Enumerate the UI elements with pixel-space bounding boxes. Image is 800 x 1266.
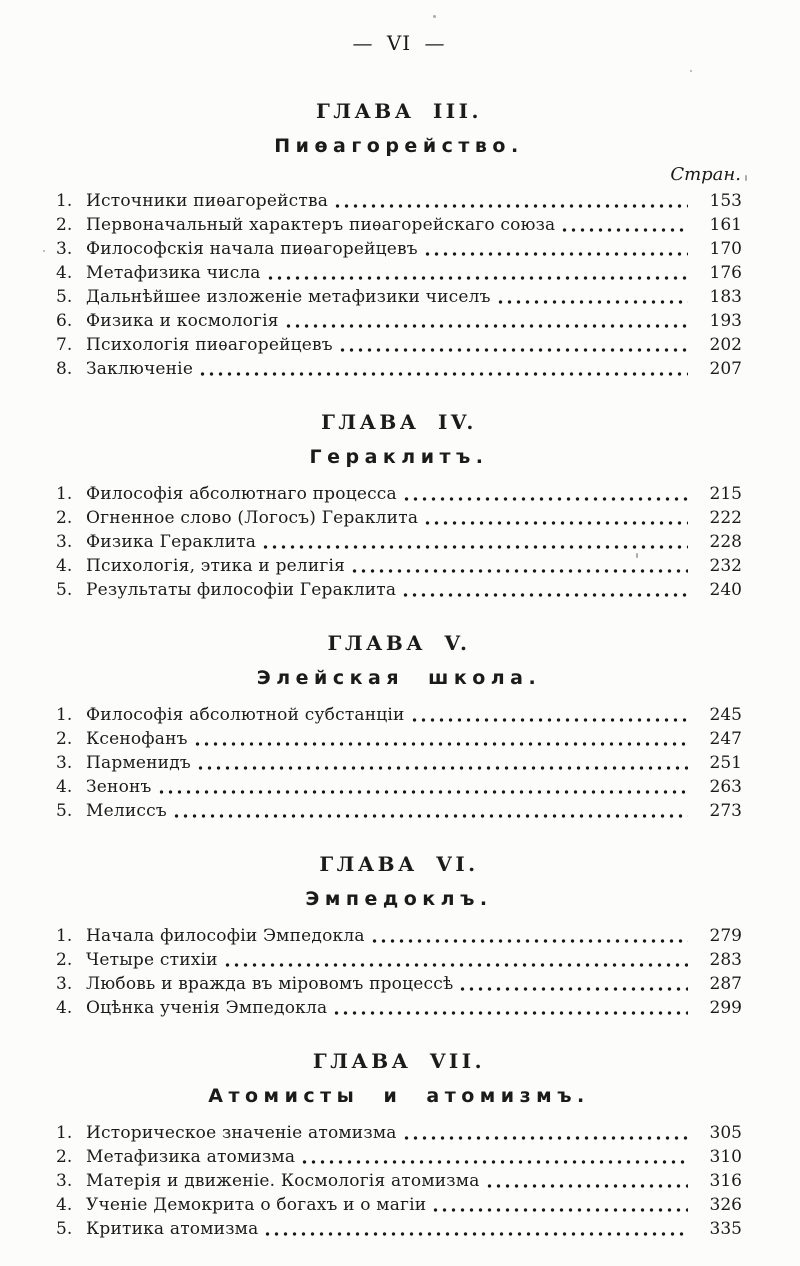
entry-page-number: 335 [709,1219,742,1239]
toc-entry [56,948,742,972]
entry-title: Огненное слово (Логосъ) Гераклита [86,508,419,528]
entry-title: Любовь и вражда въ міровомъ процессѣ [86,974,454,994]
dot-leader [263,1232,688,1236]
scan-speck [433,15,436,18]
toc-entry [56,213,742,237]
entry-page-number: 279 [709,926,742,946]
dot-leader [300,1160,688,1164]
dot-leader [157,790,688,794]
dot-leader [370,939,688,943]
entry-title: Философскія начала пиѳагорейцевъ [86,239,418,259]
toc-entry [56,578,742,602]
entry-page-number: 222 [709,508,742,528]
chapter-entries [56,703,742,823]
entry-number: 3. [56,1171,73,1191]
dot-leader [266,276,688,280]
entry-page-number: 263 [709,777,742,797]
toc-entry [56,309,742,333]
entry-title: Критика атомизма [86,1219,259,1239]
toc-entry [56,1217,742,1241]
entry-number: 2. [56,729,73,749]
toc-entry [56,261,742,285]
chapter-heading: ГЛАВА III. [316,99,482,123]
dot-leader [401,593,688,597]
entry-title: Дальнѣйшее изложеніе метафизики чиселъ [86,287,491,307]
entry-page-number: 176 [709,263,742,283]
entry-title: Парменидъ [86,753,191,773]
dot-leader [458,987,688,991]
dot-leader [350,569,688,573]
chapter-heading: ГЛАВА V. [327,631,471,655]
toc-entry [56,506,742,530]
entry-number: 5. [56,580,73,600]
chapter-entries [56,1121,742,1241]
dot-leader [496,300,688,304]
dot-leader [423,521,688,525]
entry-title: Мелиссъ [86,801,167,821]
chapter-heading: ГЛАВА IV. [321,410,477,434]
entry-number: 3. [56,974,73,994]
entry-title: Заключеніе [86,359,194,379]
chapter-title: Пиѳагорейство. [274,135,524,157]
entry-number: 7. [56,335,73,355]
toc-entry [56,189,742,213]
entry-page-number: 283 [709,950,742,970]
entry-number: 5. [56,1219,73,1239]
dot-leader [333,204,688,208]
toc-entry [56,972,742,996]
entry-page-number: 247 [709,729,742,749]
chapter-section [56,851,742,1020]
entry-title: Матерія и движеніе. Космологія атомизма [86,1171,480,1191]
toc-entry [56,1169,742,1193]
dot-leader [402,1136,688,1140]
toc-entry [56,482,742,506]
scan-speck [690,70,692,72]
entry-number: 4. [56,1195,73,1215]
dot-leader [198,372,688,376]
toc-entry [56,1145,742,1169]
entry-title: Физика и космологія [86,311,279,331]
entry-page-number: 245 [709,705,742,725]
entry-title: Оцѣнка ученія Эмпедокла [86,998,328,1018]
entry-number: 1. [56,1123,73,1143]
toc-entry [56,996,742,1020]
dot-leader [423,252,688,256]
entry-title: Ксенофанъ [86,729,188,749]
chapter-section [56,1048,742,1241]
entry-title: Психологія пиѳагорейцевъ [86,335,333,355]
toc-entry [56,357,742,381]
entry-title: Физика Гераклита [86,532,257,552]
entry-page-number: 305 [709,1123,742,1143]
entry-page-number: 240 [709,580,742,600]
entry-number: 2. [56,950,73,970]
entry-number: 3. [56,239,73,259]
entry-title: Первоначальный характеръ пиѳагорейскаго союза [86,215,556,235]
toc-entry [56,775,742,799]
entry-number: 2. [56,508,73,528]
chapter-entries [56,924,742,1020]
dot-leader [223,963,688,967]
toc-entry [56,554,742,578]
entry-title: Ученіе Демокрита о богахъ и о магіи [86,1195,427,1215]
entry-number: 1. [56,191,73,211]
chapter-title: Элейская школа. [256,667,542,689]
scan-speck [43,250,45,252]
entry-page-number: 251 [709,753,742,773]
toc-entry [56,924,742,948]
toc-entry [56,703,742,727]
entry-title: Метафизика атомизма [86,1147,296,1167]
toc-entry [56,799,742,823]
chapter-section [56,98,742,381]
chapter-heading: ГЛАВА VI. [319,852,479,876]
dot-leader [196,766,688,770]
scan-speck [636,553,638,558]
entry-page-number: 215 [709,484,742,504]
chapter-title: Эмпедоклъ. [305,888,493,910]
page-number-header: — VI — [352,31,446,55]
page-column-header: Стран. [670,164,741,185]
entry-title: Метафизика числа [86,263,261,283]
entry-page-number: 183 [709,287,742,307]
chapter-entries [56,482,742,602]
entry-title: Психологія, этика и религія [86,556,346,576]
dot-leader [485,1184,688,1188]
entry-page-number: 273 [709,801,742,821]
entry-title: Результаты философіи Гераклита [86,580,397,600]
entry-page-number: 170 [709,239,742,259]
entry-title: Зенонъ [86,777,152,797]
entry-number: 6. [56,311,73,331]
dot-leader [193,742,688,746]
toc-entry [56,727,742,751]
chapter-entries [56,189,742,381]
toc-entry [56,333,742,357]
toc-entry [56,530,742,554]
dot-leader [172,814,688,818]
dot-leader [410,718,688,722]
entry-page-number: 316 [709,1171,742,1191]
entry-number: 4. [56,556,73,576]
entry-number: 2. [56,1147,73,1167]
dot-leader [431,1208,688,1212]
chapter-section [56,630,742,823]
entry-number: 5. [56,287,73,307]
entry-page-number: 299 [709,998,742,1018]
chapter-title: Атомисты и атомизмъ. [208,1085,590,1107]
entry-page-number: 232 [709,556,742,576]
entry-number: 8. [56,359,73,379]
entry-number: 1. [56,705,73,725]
entry-page-number: 310 [709,1147,742,1167]
entry-title: Начала философіи Эмпедокла [86,926,365,946]
entry-number: 2. [56,215,73,235]
table-of-contents [56,98,742,1241]
toc-entry [56,751,742,775]
toc-entry [56,1193,742,1217]
entry-page-number: 153 [709,191,742,211]
toc-entry [56,237,742,261]
entry-number: 1. [56,484,73,504]
scan-speck [745,175,747,181]
entry-number: 4. [56,998,73,1018]
entry-number: 1. [56,926,73,946]
toc-entry [56,285,742,309]
entry-title: Четыре стихіи [86,950,218,970]
entry-page-number: 287 [709,974,742,994]
entry-page-number: 161 [709,215,742,235]
dot-leader [402,497,688,501]
entry-page-number: 326 [709,1195,742,1215]
dot-leader [338,348,688,352]
entry-page-number: 207 [709,359,742,379]
entry-number: 5. [56,801,73,821]
entry-title: Философія абсолютной субстанціи [86,705,405,725]
entry-title: Историческое значеніе атомизма [86,1123,397,1143]
entry-page-number: 228 [709,532,742,552]
dot-leader [332,1011,688,1015]
chapter-section [56,409,742,602]
toc-entry [56,1121,742,1145]
dot-leader [560,228,688,232]
entry-title: Философія абсолютнаго процесса [86,484,397,504]
entry-page-number: 193 [709,311,742,331]
dot-leader [261,545,688,549]
entry-number: 4. [56,777,73,797]
entry-title: Источники пиѳагорейства [86,191,329,211]
dot-leader [284,324,688,328]
chapter-title: Гераклитъ. [309,446,489,468]
chapter-heading: ГЛАВА VII. [312,1049,486,1073]
entry-number: 3. [56,753,73,773]
entry-number: 3. [56,532,73,552]
entry-number: 4. [56,263,73,283]
entry-page-number: 202 [709,335,742,355]
